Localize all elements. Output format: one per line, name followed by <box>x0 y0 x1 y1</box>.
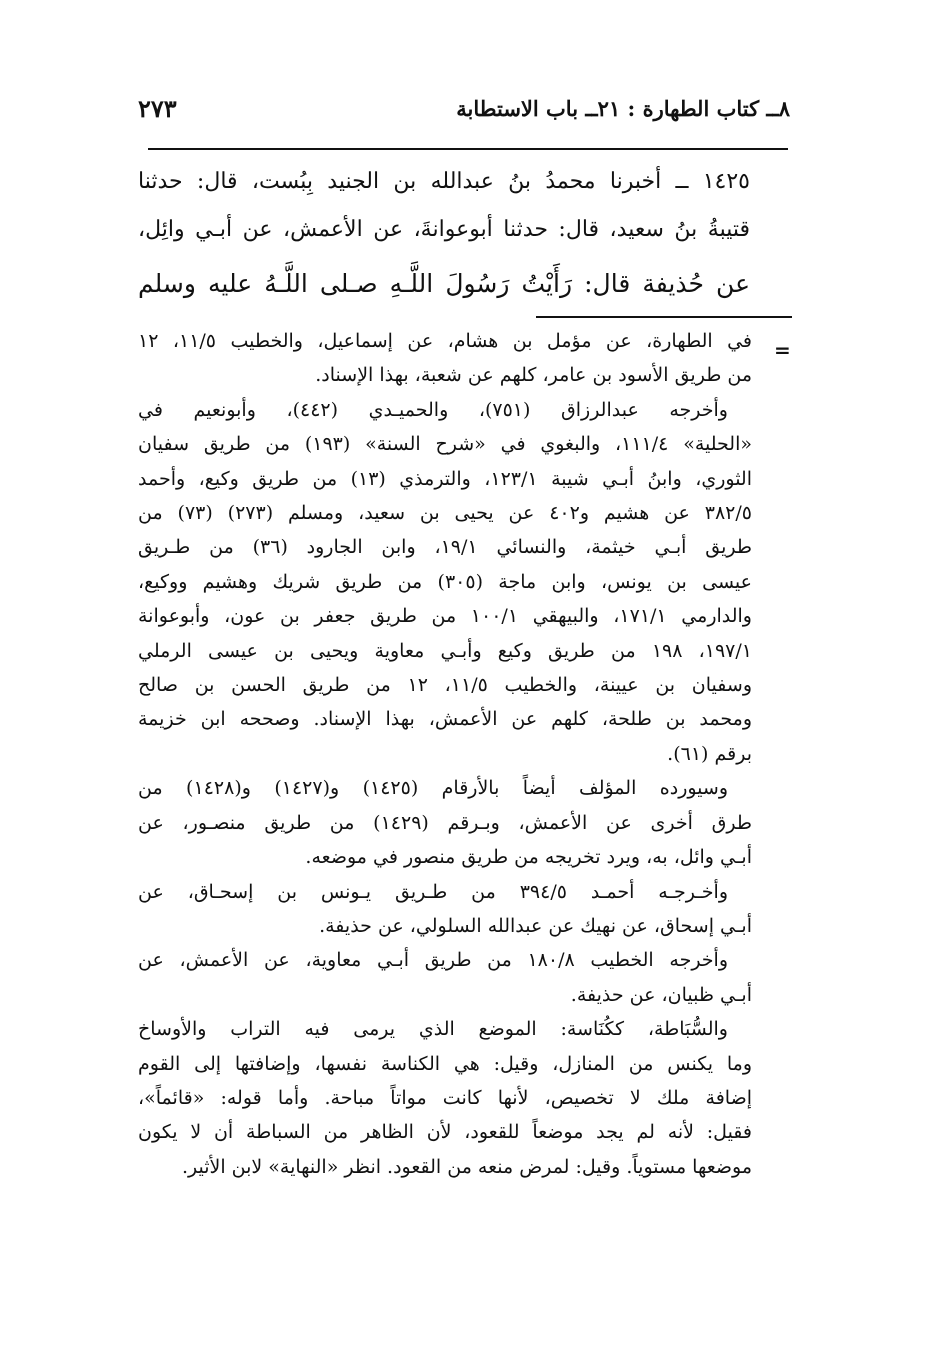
main-line: عن حُذيفة قال: رَأَيْتُ رَسُولَ اللَّـهِ صـلى اللَّـهُ عليه وسلم <box>138 269 750 298</box>
footnote-line: برقم (٦١). <box>667 742 752 765</box>
footnote-line: والسُّبَاطة، ككُنَاسة: الموضع الذي يرمى فيه التراب والأوساخ <box>138 1018 728 1041</box>
footnote-line: الثوري، وابنُ أبـي شيبة ١٢٣/١، والترمذي (١٣) من طريق وكيع، وأحمد <box>138 467 752 490</box>
footnote-paragraph <box>138 324 752 393</box>
footnote-line: أبـي ظبيان، عن حذيفة. <box>570 983 752 1006</box>
footnote-line: أبـي إسحاق، عن نهيك عن عبدالله السلولي، عن حذيفة. <box>319 914 752 937</box>
footnote-line: أبـي وائل، به، ويرد تخريجه من طريق منصور في موضعه. <box>305 846 752 869</box>
main-line: قتيبةُ بنُ سعيد، قال: حدثنا أبوعوانةَ، عن الأعمش، عن أبـي وائِل، <box>138 217 750 242</box>
footnote-line: طرق أخرى عن الأعمش، وبـرقم (١٤٢٩) من طريق منصـور، عن <box>138 811 752 834</box>
page-number: ٢٧٣ <box>138 93 177 123</box>
footnote-paragraph <box>138 943 752 1012</box>
footnote-line: ومحمد بن طلحة، كلهم عن الأعمش، بهذا الإسناد. وصححه ابن خزيمة <box>138 708 752 731</box>
footnote-line: وأخرجه الخطيب ١٨٠/٨ من طريق أبـي معاوية، عن الأعمش، عن <box>138 949 728 972</box>
footnote-line: وسفيان بن عيينة، والخطيب ١١/٥، ١٢ من طريق الحسن بن صالح <box>138 674 752 697</box>
footnote-line: في الطهارة، عن مؤمل بن هشام، عن إسماعيل، والخطيب ١١/٥، ١٢ <box>138 330 752 352</box>
footnote-line: «الحلية» ١١١/٤، والبغوي في «شرح السنة» (١٩٣) من طريق سفيان <box>138 433 752 456</box>
footnote-line: وأخرجه عبدالرزاق (٧٥١)، والحميـدي (٤٤٢)، وأبونعيم في <box>138 398 728 421</box>
footnote-paragraph <box>138 393 752 771</box>
footnote-line: فقيل: لأنه لم يجد موضعاً للقعود، لأن الظاهر من السباطة أن لا يكون <box>138 1121 752 1144</box>
footnote-rule <box>536 316 792 318</box>
main-text <box>138 158 750 314</box>
footnote-line: من طريق الأسود بن عامر، كلهم عن شعبة، بهذا الإسناد. <box>315 364 752 387</box>
footnote-paragraph <box>138 875 752 944</box>
continuation-marker: = <box>774 338 791 362</box>
footnote-paragraph <box>138 771 752 874</box>
footnote-line: عيسى بن يونس، وابن ماجة (٣٠٥) من طريق شريك وهشيم ووكيع، <box>138 570 752 593</box>
footnote-line: وأخـرجـه أحمـد ٣٩٤/٥ من طـريق يـونس بن إسحـاق، عن <box>138 880 729 903</box>
footnote-line: وسيورده المؤلف أيضاً بالأرقام (١٤٢٥) و(١٤٢٧) و(١٤٢٨) من <box>138 777 729 800</box>
main-line: ١٤٢٥ ــ أخبرنا محمدُ بنُ عبدالله بن الجنيد بِبُست، قال: حدثنا <box>138 169 750 194</box>
footnote-line: والدارمي ١٧١/١، والبيهقي ١٠٠/١ من طريق جعفر بن عون، وأبوعوانة <box>138 605 752 628</box>
footnote-line: طريق أبـي خيثمة، والنسائي ١٩/١، وابن الجارود (٣٦) من طـريق <box>138 536 752 559</box>
running-title: ٨ــ كتاب الطهارة : ٢١ــ باب الاستطابة <box>456 95 790 121</box>
footnote-line: موضعها مستوياً. وقيل: لمرض منعه من القعود. انظر «النهاية» لابن الأثير. <box>181 1155 752 1178</box>
footnote-paragraph <box>138 1012 752 1184</box>
page-header <box>138 88 790 128</box>
footnote-line: إضافة ملك لا تخصيص، لأنها كانت مواتاً مباحة. وأما قوله: «قائماً»، <box>138 1086 752 1109</box>
footnote-line: ١٩٧/١، ١٩٨ من طريق وكيع وأبـي معاوية ويحيى بن عيسى الرملي <box>138 639 752 662</box>
footnote-line: ٣٨٢/٥ عن هشيم و٤٠٢ عن يحيى بن سعيد، ومسلم (٢٧٣) (٧٣) من <box>138 502 752 525</box>
header-rule <box>148 148 788 150</box>
footnote-line: وما يكنس من المنازل، وقيل: هي الكناسة نفسها، وإضافتها إلى القوم <box>138 1052 752 1075</box>
footnotes <box>138 324 752 1184</box>
